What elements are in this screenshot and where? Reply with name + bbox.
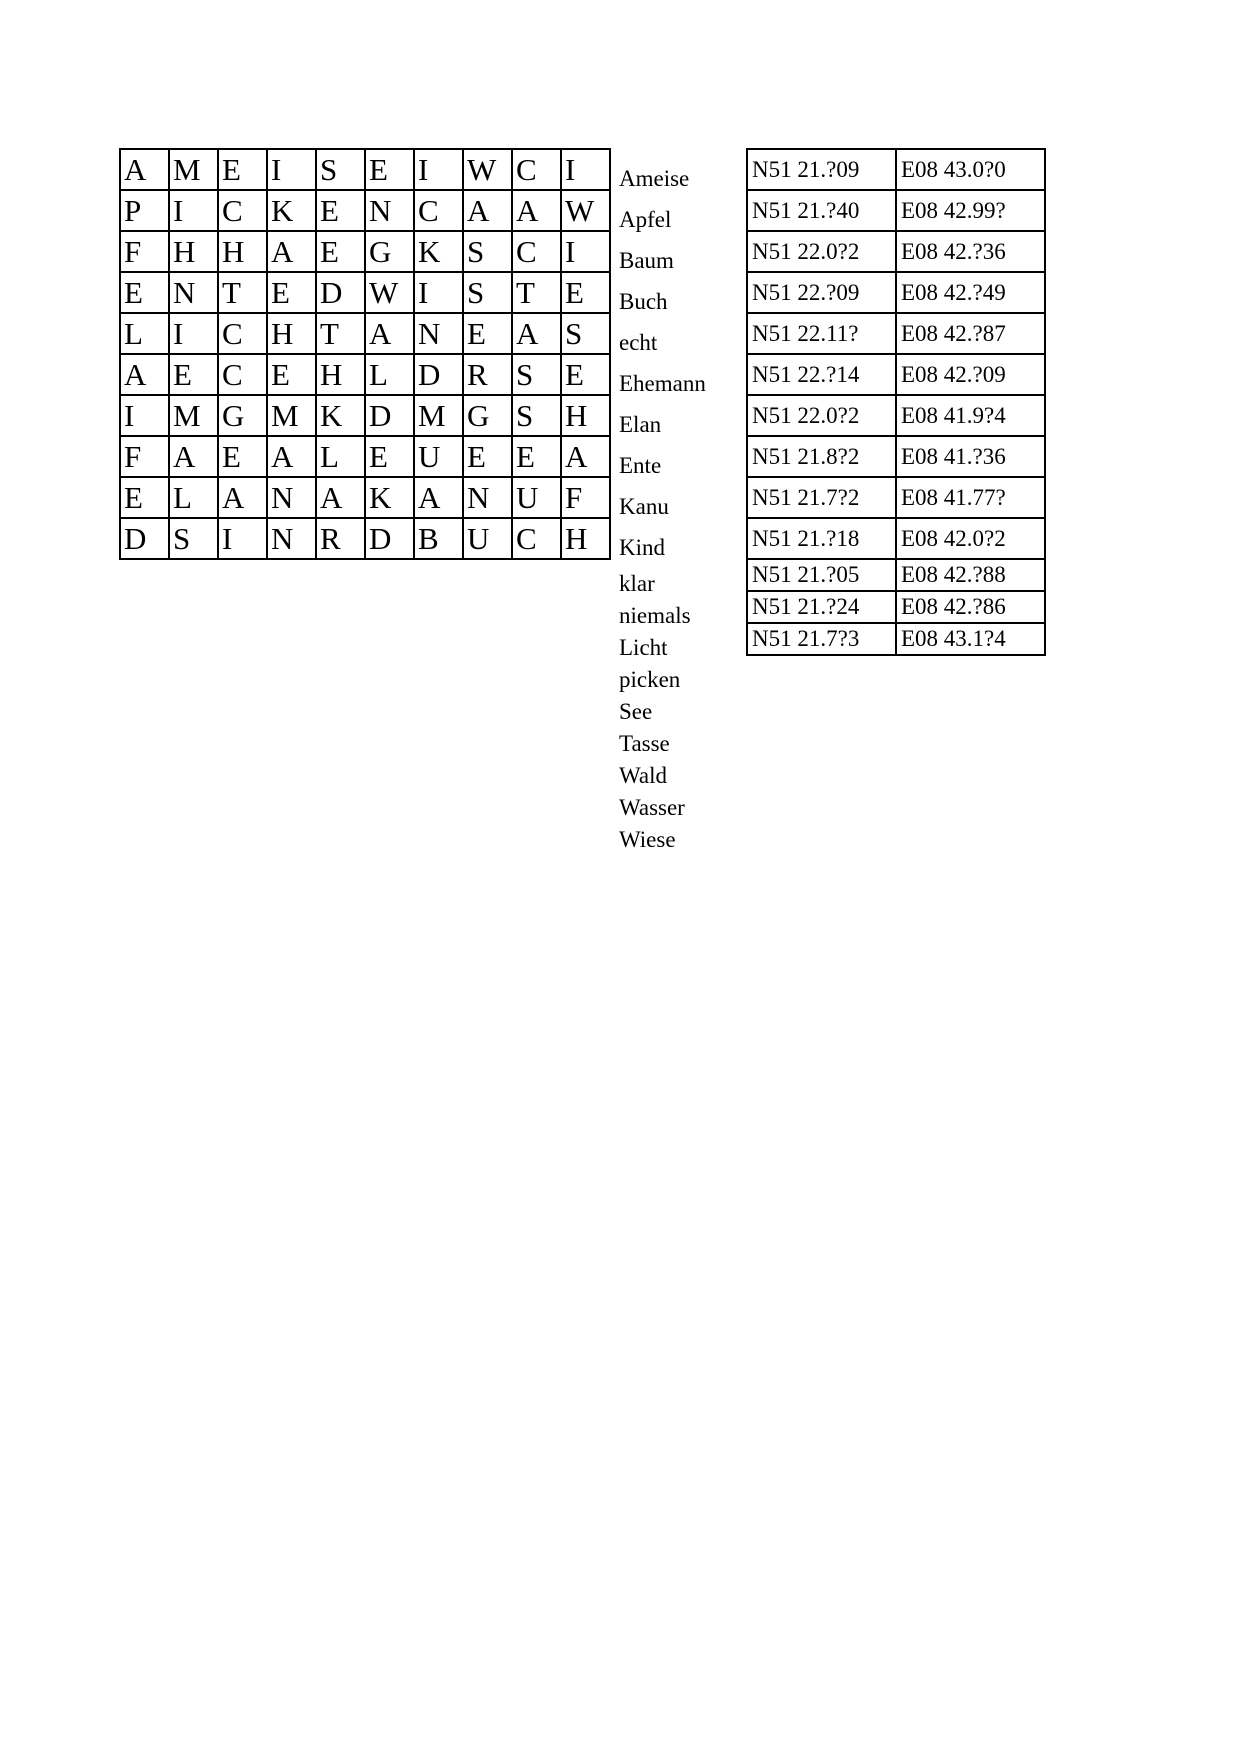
grid-cell: K <box>414 231 463 272</box>
coordinate-row <box>747 313 1045 354</box>
grid-cell: C <box>218 190 267 231</box>
grid-cell: S <box>169 518 218 559</box>
grid-cell: C <box>414 190 463 231</box>
grid-cell: S <box>463 231 512 272</box>
latitude-cell: N51 21.?40 <box>747 190 896 231</box>
grid-cell: W <box>561 190 610 231</box>
grid-cell: E <box>365 436 414 477</box>
grid-cell: I <box>414 149 463 190</box>
word-list-item: Kind <box>619 535 665 560</box>
grid-cell: I <box>218 518 267 559</box>
grid-row <box>120 354 610 395</box>
latitude-cell: N51 22.0?2 <box>747 395 896 436</box>
grid-cell: I <box>414 272 463 313</box>
longitude-cell: E08 42.?88 <box>896 559 1045 591</box>
grid-cell: I <box>561 149 610 190</box>
longitude-cell: E08 43.1?4 <box>896 623 1045 655</box>
longitude-cell: E08 42.?36 <box>896 231 1045 272</box>
coordinate-row <box>747 190 1045 231</box>
word-list-item: Licht <box>619 635 668 660</box>
grid-cell: G <box>218 395 267 436</box>
grid-cell: I <box>561 231 610 272</box>
grid-cell: T <box>218 272 267 313</box>
grid-cell: T <box>316 313 365 354</box>
latitude-cell: N51 22.0?2 <box>747 231 896 272</box>
latitude-cell: N51 21.?05 <box>747 559 896 591</box>
grid-row <box>120 190 610 231</box>
coordinate-row <box>747 518 1045 559</box>
grid-cell: L <box>120 313 169 354</box>
grid-cell: E <box>218 149 267 190</box>
coordinate-row <box>747 231 1045 272</box>
word-list-item: picken <box>619 667 681 692</box>
latitude-cell: N51 21.7?2 <box>747 477 896 518</box>
grid-cell: K <box>267 190 316 231</box>
grid-cell: E <box>463 313 512 354</box>
grid-cell: L <box>169 477 218 518</box>
grid-cell: A <box>414 477 463 518</box>
grid-cell: F <box>561 477 610 518</box>
grid-cell: S <box>316 149 365 190</box>
grid-cell: H <box>561 518 610 559</box>
grid-cell: F <box>120 231 169 272</box>
grid-cell: D <box>365 518 414 559</box>
word-list-item: See <box>619 699 653 724</box>
grid-cell: N <box>169 272 218 313</box>
latitude-cell: N51 21.?09 <box>747 149 896 190</box>
grid-cell: A <box>120 149 169 190</box>
grid-cell: D <box>365 395 414 436</box>
grid-cell: E <box>512 436 561 477</box>
grid-cell: C <box>512 231 561 272</box>
word-list-item: Apfel <box>619 207 672 232</box>
longitude-cell: E08 42.99? <box>896 190 1045 231</box>
grid-cell: A <box>365 313 414 354</box>
grid-cell: E <box>316 190 365 231</box>
grid-cell: N <box>463 477 512 518</box>
grid-row <box>120 272 610 313</box>
grid-cell: B <box>414 518 463 559</box>
coordinates-table <box>746 148 1046 656</box>
word-list-item: Tasse <box>619 731 670 756</box>
grid-cell: L <box>316 436 365 477</box>
grid-cell: I <box>169 190 218 231</box>
grid-cell: A <box>120 354 169 395</box>
grid-cell: A <box>463 190 512 231</box>
grid-cell: H <box>267 313 316 354</box>
grid-cell: T <box>512 272 561 313</box>
word-list-item: Wald <box>619 763 667 788</box>
grid-cell: A <box>512 313 561 354</box>
longitude-cell: E08 43.0?0 <box>896 149 1045 190</box>
longitude-cell: E08 42.?86 <box>896 591 1045 623</box>
grid-cell: E <box>561 354 610 395</box>
longitude-cell: E08 42.?09 <box>896 354 1045 395</box>
word-list-item: Elan <box>619 412 662 437</box>
grid-cell: S <box>512 354 561 395</box>
word-list <box>619 158 706 856</box>
grid-cell: C <box>512 518 561 559</box>
word-list-item: echt <box>619 330 658 355</box>
coordinate-row <box>747 591 1045 623</box>
grid-cell: D <box>120 518 169 559</box>
coordinate-row <box>747 354 1045 395</box>
longitude-cell: E08 42.?49 <box>896 272 1045 313</box>
grid-cell: E <box>120 272 169 313</box>
grid-cell: P <box>120 190 169 231</box>
grid-cell: U <box>512 477 561 518</box>
grid-cell: D <box>316 272 365 313</box>
grid-cell: H <box>169 231 218 272</box>
grid-cell: L <box>365 354 414 395</box>
longitude-cell: E08 42.0?2 <box>896 518 1045 559</box>
latitude-cell: N51 21.?18 <box>747 518 896 559</box>
coordinate-row <box>747 436 1045 477</box>
grid-cell: N <box>267 477 316 518</box>
grid-cell: E <box>316 231 365 272</box>
grid-cell: U <box>414 436 463 477</box>
word-list-item: niemals <box>619 603 691 628</box>
grid-cell: H <box>561 395 610 436</box>
grid-cell: W <box>463 149 512 190</box>
grid-cell: K <box>365 477 414 518</box>
grid-cell: E <box>218 436 267 477</box>
latitude-cell: N51 22.?09 <box>747 272 896 313</box>
coordinate-row <box>747 395 1045 436</box>
word-list-item: Ameise <box>619 166 690 191</box>
latitude-cell: N51 21.?24 <box>747 591 896 623</box>
grid-cell: A <box>512 190 561 231</box>
word-list-item: Wasser <box>619 795 685 820</box>
grid-cell: M <box>267 395 316 436</box>
grid-cell: M <box>414 395 463 436</box>
word-list-item: Kanu <box>619 494 669 519</box>
grid-cell: G <box>463 395 512 436</box>
grid-cell: A <box>267 231 316 272</box>
grid-cell: E <box>365 149 414 190</box>
grid-cell: I <box>267 149 316 190</box>
grid-cell: R <box>463 354 512 395</box>
grid-cell: A <box>316 477 365 518</box>
grid-cell: N <box>267 518 316 559</box>
grid-row <box>120 313 610 354</box>
grid-cell: E <box>169 354 218 395</box>
grid-cell: C <box>218 354 267 395</box>
grid-cell: D <box>414 354 463 395</box>
coordinate-row <box>747 149 1045 190</box>
grid-cell: K <box>316 395 365 436</box>
grid-cell: M <box>169 149 218 190</box>
grid-row <box>120 518 610 559</box>
word-list-item: Ente <box>619 453 662 478</box>
coordinate-row <box>747 477 1045 518</box>
grid-cell: A <box>561 436 610 477</box>
grid-cell: E <box>561 272 610 313</box>
grid-cell: N <box>414 313 463 354</box>
grid-cell: I <box>120 395 169 436</box>
coordinate-row <box>747 559 1045 591</box>
grid-cell: E <box>463 436 512 477</box>
word-list-item: Buch <box>619 289 668 314</box>
coordinate-row <box>747 623 1045 655</box>
grid-cell: E <box>267 272 316 313</box>
latitude-cell: N51 21.7?3 <box>747 623 896 655</box>
grid-cell: S <box>561 313 610 354</box>
grid-cell: F <box>120 436 169 477</box>
coordinate-row <box>747 272 1045 313</box>
grid-cell: A <box>169 436 218 477</box>
grid-cell: S <box>463 272 512 313</box>
grid-cell: U <box>463 518 512 559</box>
grid-row <box>120 477 610 518</box>
coordinates-table-body <box>747 149 1045 655</box>
letter-grid-body <box>120 149 610 559</box>
longitude-cell: E08 41.9?4 <box>896 395 1045 436</box>
latitude-cell: N51 21.8?2 <box>747 436 896 477</box>
word-list-item: Baum <box>619 248 674 273</box>
longitude-cell: E08 42.?87 <box>896 313 1045 354</box>
grid-cell: A <box>267 436 316 477</box>
longitude-cell: E08 41.77? <box>896 477 1045 518</box>
grid-cell: A <box>218 477 267 518</box>
grid-cell: E <box>120 477 169 518</box>
grid-cell: C <box>218 313 267 354</box>
grid-row <box>120 149 610 190</box>
grid-row <box>120 436 610 477</box>
grid-cell: W <box>365 272 414 313</box>
grid-cell: R <box>316 518 365 559</box>
grid-cell: H <box>218 231 267 272</box>
grid-cell: I <box>169 313 218 354</box>
grid-row <box>120 395 610 436</box>
grid-cell: G <box>365 231 414 272</box>
grid-cell: N <box>365 190 414 231</box>
longitude-cell: E08 41.?36 <box>896 436 1045 477</box>
latitude-cell: N51 22.11? <box>747 313 896 354</box>
word-list-item: klar <box>619 571 655 596</box>
latitude-cell: N51 22.?14 <box>747 354 896 395</box>
grid-cell: C <box>512 149 561 190</box>
grid-cell: M <box>169 395 218 436</box>
grid-cell: S <box>512 395 561 436</box>
grid-cell: E <box>267 354 316 395</box>
word-list-item: Wiese <box>619 827 676 852</box>
grid-cell: H <box>316 354 365 395</box>
grid-row <box>120 231 610 272</box>
letter-grid <box>119 148 611 560</box>
word-list-item: Ehemann <box>619 371 706 396</box>
